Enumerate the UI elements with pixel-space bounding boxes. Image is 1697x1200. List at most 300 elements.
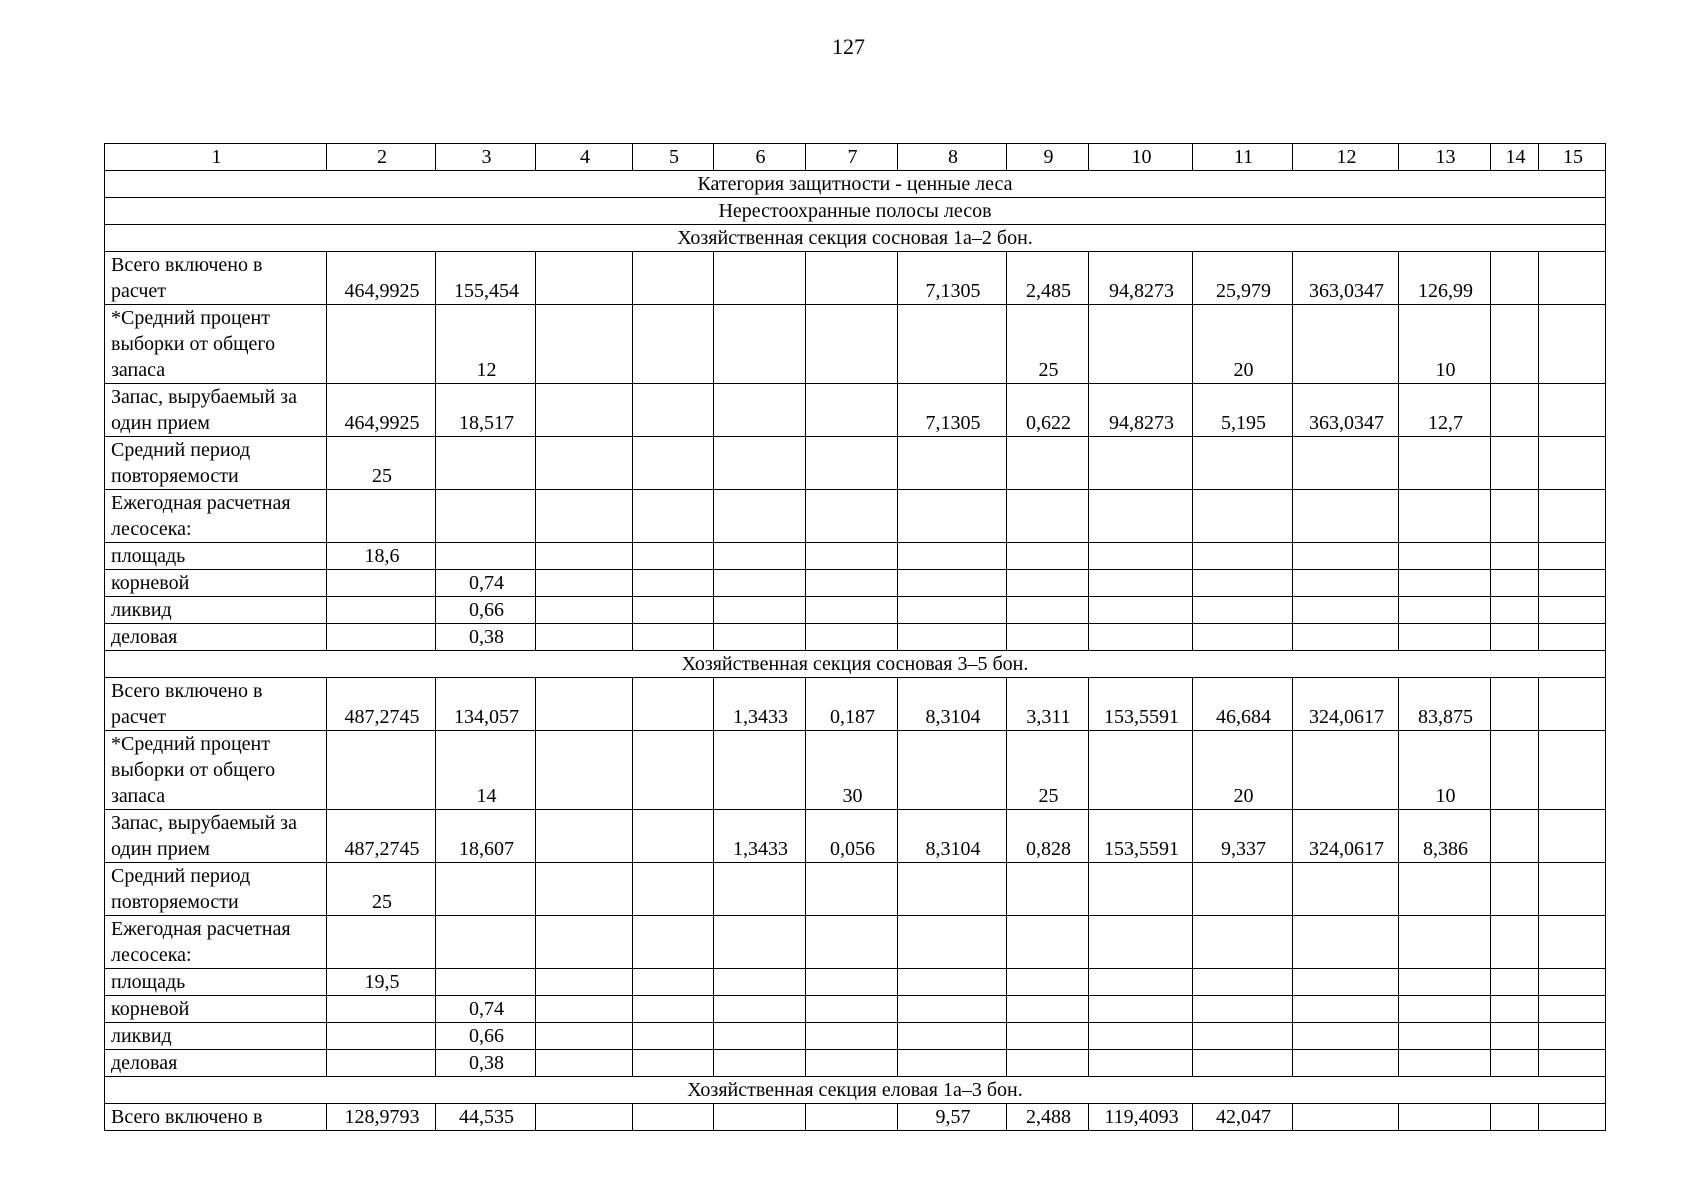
cell-col-13 <box>1399 863 1491 916</box>
row-label: деловая <box>105 1050 327 1077</box>
column-number: 14 <box>1491 144 1539 171</box>
cell-col-7: 0,056 <box>806 810 898 863</box>
cell-col-8 <box>898 969 1007 996</box>
cell-col-5 <box>633 1104 714 1131</box>
cell-col-8 <box>898 863 1007 916</box>
table-row <box>105 916 1606 969</box>
cell-col-13 <box>1399 916 1491 969</box>
cell-col-5 <box>633 731 714 810</box>
table-row <box>105 996 1606 1023</box>
cell-col-4 <box>536 810 633 863</box>
cell-col-8 <box>898 1023 1007 1050</box>
row-label: Запас, вырубаемый за один прием <box>105 810 327 863</box>
row-label: корневой <box>105 996 327 1023</box>
cell-col-4 <box>536 624 633 651</box>
cell-col-3: 0,74 <box>436 570 536 597</box>
cell-col-2 <box>327 996 436 1023</box>
forest-subcategory-heading: Нерестоохранные полосы лесов <box>105 198 1606 225</box>
cell-col-9 <box>1007 1023 1089 1050</box>
cell-col-4 <box>536 437 633 490</box>
cell-col-7 <box>806 384 898 437</box>
table-row <box>105 543 1606 570</box>
cell-col-8 <box>898 731 1007 810</box>
cell-col-4 <box>536 916 633 969</box>
cell-col-2 <box>327 624 436 651</box>
cell-col-12 <box>1293 916 1399 969</box>
cell-col-12 <box>1293 437 1399 490</box>
cell-col-12 <box>1293 731 1399 810</box>
cell-col-10: 153,5591 <box>1089 678 1193 731</box>
cell-col-5 <box>633 490 714 543</box>
cell-col-8 <box>898 543 1007 570</box>
row-label: Ежегодная расчетная лесосека: <box>105 916 327 969</box>
cell-col-9: 0,622 <box>1007 384 1089 437</box>
cell-col-4 <box>536 570 633 597</box>
cell-col-4 <box>536 384 633 437</box>
table-row <box>105 305 1606 384</box>
cell-col-5 <box>633 437 714 490</box>
column-number: 3 <box>436 144 536 171</box>
cell-col-3: 0,38 <box>436 1050 536 1077</box>
cell-col-7 <box>806 969 898 996</box>
cell-col-12 <box>1293 305 1399 384</box>
cell-col-14 <box>1491 731 1539 810</box>
cell-col-2: 25 <box>327 437 436 490</box>
cell-col-5 <box>633 996 714 1023</box>
cell-col-10 <box>1089 490 1193 543</box>
cell-col-12: 324,0617 <box>1293 810 1399 863</box>
cell-col-15 <box>1539 384 1606 437</box>
cell-col-12 <box>1293 597 1399 624</box>
cell-col-11: 25,979 <box>1193 252 1293 305</box>
cell-col-2 <box>327 305 436 384</box>
cell-col-14 <box>1491 916 1539 969</box>
cell-col-3 <box>436 969 536 996</box>
section-row <box>105 1077 1606 1104</box>
column-number: 5 <box>633 144 714 171</box>
cell-col-5 <box>633 969 714 996</box>
cell-col-12 <box>1293 1023 1399 1050</box>
cell-col-13 <box>1399 570 1491 597</box>
column-number: 12 <box>1293 144 1399 171</box>
cell-col-5 <box>633 916 714 969</box>
cell-col-10 <box>1089 543 1193 570</box>
cell-col-15 <box>1539 1023 1606 1050</box>
cell-col-13: 10 <box>1399 305 1491 384</box>
row-label: Всего включено в расчет <box>105 678 327 731</box>
cell-col-5 <box>633 384 714 437</box>
section-heading: Хозяйственная секция еловая 1а–3 бон. <box>105 1077 1606 1104</box>
cell-col-15 <box>1539 996 1606 1023</box>
cell-col-4 <box>536 1023 633 1050</box>
table-row <box>105 969 1606 996</box>
cell-col-11 <box>1193 624 1293 651</box>
cell-col-4 <box>536 863 633 916</box>
cell-col-4 <box>536 490 633 543</box>
cell-col-11 <box>1193 1023 1293 1050</box>
cell-col-13 <box>1399 996 1491 1023</box>
cell-col-15 <box>1539 678 1606 731</box>
cell-col-11 <box>1193 996 1293 1023</box>
cell-col-11: 20 <box>1193 305 1293 384</box>
row-label: Средний период повторяемости <box>105 863 327 916</box>
table-row <box>105 1104 1606 1131</box>
cell-col-7 <box>806 437 898 490</box>
column-number: 2 <box>327 144 436 171</box>
cell-col-13: 126,99 <box>1399 252 1491 305</box>
cell-col-8 <box>898 597 1007 624</box>
cell-col-5 <box>633 252 714 305</box>
cell-col-11 <box>1193 597 1293 624</box>
cell-col-8 <box>898 570 1007 597</box>
cell-col-13: 12,7 <box>1399 384 1491 437</box>
cell-col-6 <box>714 437 806 490</box>
table-row <box>105 384 1606 437</box>
cell-col-14 <box>1491 543 1539 570</box>
cell-col-2: 464,9925 <box>327 252 436 305</box>
row-label: деловая <box>105 624 327 651</box>
cell-col-10 <box>1089 437 1193 490</box>
cell-col-6 <box>714 731 806 810</box>
cell-col-6 <box>714 252 806 305</box>
cell-col-7 <box>806 624 898 651</box>
cell-col-10 <box>1089 916 1193 969</box>
cell-col-5 <box>633 543 714 570</box>
cell-col-9 <box>1007 437 1089 490</box>
cell-col-8: 8,3104 <box>898 810 1007 863</box>
cell-col-14 <box>1491 597 1539 624</box>
cell-col-3: 0,38 <box>436 624 536 651</box>
cell-col-15 <box>1539 731 1606 810</box>
cell-col-6 <box>714 597 806 624</box>
row-label: ликвид <box>105 1023 327 1050</box>
cell-col-3: 0,66 <box>436 1023 536 1050</box>
cell-col-2: 487,2745 <box>327 810 436 863</box>
cell-col-8 <box>898 1050 1007 1077</box>
section-row <box>105 225 1606 252</box>
cell-col-3 <box>436 490 536 543</box>
cell-col-7 <box>806 1023 898 1050</box>
cell-col-11 <box>1193 916 1293 969</box>
cell-col-6 <box>714 490 806 543</box>
cell-col-6 <box>714 916 806 969</box>
cell-col-9: 25 <box>1007 731 1089 810</box>
table-row <box>105 624 1606 651</box>
table-row <box>105 490 1606 543</box>
cell-col-2: 19,5 <box>327 969 436 996</box>
cell-col-9: 2,488 <box>1007 1104 1089 1131</box>
cell-col-12 <box>1293 624 1399 651</box>
cell-col-4 <box>536 252 633 305</box>
cell-col-6: 1,3433 <box>714 810 806 863</box>
cell-col-7 <box>806 1104 898 1131</box>
cell-col-15 <box>1539 916 1606 969</box>
cell-col-5 <box>633 570 714 597</box>
column-number: 1 <box>105 144 327 171</box>
cell-col-3: 18,607 <box>436 810 536 863</box>
cell-col-2 <box>327 731 436 810</box>
cell-col-10 <box>1089 597 1193 624</box>
cell-col-4 <box>536 543 633 570</box>
cell-col-2 <box>327 916 436 969</box>
cell-col-3 <box>436 863 536 916</box>
cell-col-3 <box>436 437 536 490</box>
subcategory-row <box>105 198 1606 225</box>
cell-col-7 <box>806 597 898 624</box>
cell-col-12 <box>1293 543 1399 570</box>
cell-col-2: 25 <box>327 863 436 916</box>
cell-col-9 <box>1007 916 1089 969</box>
row-label: Всего включено в расчет <box>105 252 327 305</box>
cell-col-6 <box>714 1104 806 1131</box>
cell-col-7: 30 <box>806 731 898 810</box>
cell-col-13 <box>1399 437 1491 490</box>
cell-col-3: 44,535 <box>436 1104 536 1131</box>
cell-col-3 <box>436 916 536 969</box>
cell-col-15 <box>1539 252 1606 305</box>
table-row <box>105 1023 1606 1050</box>
protection-category-heading: Категория защитности - ценные леса <box>105 171 1606 198</box>
cell-col-5 <box>633 1023 714 1050</box>
cell-col-8 <box>898 996 1007 1023</box>
cell-col-8: 9,57 <box>898 1104 1007 1131</box>
page-number: 127 <box>832 34 865 59</box>
cell-col-3: 18,517 <box>436 384 536 437</box>
cell-col-9: 0,828 <box>1007 810 1089 863</box>
section-row <box>105 651 1606 678</box>
column-number: 11 <box>1193 144 1293 171</box>
cell-col-13 <box>1399 490 1491 543</box>
cell-col-8 <box>898 305 1007 384</box>
cell-col-15 <box>1539 1104 1606 1131</box>
cell-col-15 <box>1539 490 1606 543</box>
cell-col-8: 7,1305 <box>898 384 1007 437</box>
cell-col-10 <box>1089 1023 1193 1050</box>
cell-col-7 <box>806 916 898 969</box>
row-label: Всего включено в <box>105 1104 327 1131</box>
cell-col-15 <box>1539 597 1606 624</box>
section-heading: Хозяйственная секция сосновая 1а–2 бон. <box>105 225 1606 252</box>
cell-col-15 <box>1539 810 1606 863</box>
table-row <box>105 597 1606 624</box>
cell-col-9 <box>1007 490 1089 543</box>
cell-col-10 <box>1089 624 1193 651</box>
row-label: площадь <box>105 543 327 570</box>
cell-col-6 <box>714 996 806 1023</box>
cell-col-4 <box>536 305 633 384</box>
table-row <box>105 863 1606 916</box>
row-label: Ежегодная расчетная лесосека: <box>105 490 327 543</box>
cell-col-5 <box>633 678 714 731</box>
cell-col-9 <box>1007 597 1089 624</box>
cell-col-2 <box>327 1023 436 1050</box>
cell-col-10 <box>1089 1050 1193 1077</box>
cell-col-14 <box>1491 305 1539 384</box>
cell-col-8 <box>898 490 1007 543</box>
forest-allowable-cut-table <box>104 143 1606 1131</box>
table-row <box>105 437 1606 490</box>
cell-col-13 <box>1399 1050 1491 1077</box>
cell-col-12 <box>1293 570 1399 597</box>
cell-col-3: 134,057 <box>436 678 536 731</box>
column-number: 15 <box>1539 144 1606 171</box>
row-label: корневой <box>105 570 327 597</box>
cell-col-11 <box>1193 969 1293 996</box>
cell-col-4 <box>536 969 633 996</box>
cell-col-9 <box>1007 543 1089 570</box>
cell-col-11 <box>1193 1050 1293 1077</box>
cell-col-4 <box>536 1104 633 1131</box>
cell-col-14 <box>1491 996 1539 1023</box>
section-heading: Хозяйственная секция сосновая 3–5 бон. <box>105 651 1606 678</box>
cell-col-14 <box>1491 384 1539 437</box>
cell-col-3: 14 <box>436 731 536 810</box>
cell-col-12: 363,0347 <box>1293 252 1399 305</box>
table-row <box>105 678 1606 731</box>
cell-col-10: 94,8273 <box>1089 252 1193 305</box>
row-label: Запас, вырубаемый за один прием <box>105 384 327 437</box>
cell-col-2: 464,9925 <box>327 384 436 437</box>
cell-col-4 <box>536 678 633 731</box>
cell-col-15 <box>1539 1050 1606 1077</box>
cell-col-13: 8,386 <box>1399 810 1491 863</box>
column-number: 10 <box>1089 144 1193 171</box>
cell-col-9: 25 <box>1007 305 1089 384</box>
cell-col-7 <box>806 996 898 1023</box>
cell-col-10 <box>1089 731 1193 810</box>
table-row <box>105 570 1606 597</box>
cell-col-7: 0,187 <box>806 678 898 731</box>
cell-col-14 <box>1491 624 1539 651</box>
cell-col-9: 2,485 <box>1007 252 1089 305</box>
table-row <box>105 1050 1606 1077</box>
cell-col-14 <box>1491 1050 1539 1077</box>
cell-col-12: 324,0617 <box>1293 678 1399 731</box>
cell-col-4 <box>536 731 633 810</box>
cell-col-10 <box>1089 969 1193 996</box>
column-number: 9 <box>1007 144 1089 171</box>
cell-col-6 <box>714 624 806 651</box>
cell-col-10 <box>1089 996 1193 1023</box>
cell-col-15 <box>1539 437 1606 490</box>
cell-col-10 <box>1089 570 1193 597</box>
cell-col-11: 9,337 <box>1193 810 1293 863</box>
cell-col-15 <box>1539 969 1606 996</box>
cell-col-5 <box>633 597 714 624</box>
cell-col-4 <box>536 597 633 624</box>
cell-col-11: 20 <box>1193 731 1293 810</box>
cell-col-3 <box>436 543 536 570</box>
cell-col-15 <box>1539 570 1606 597</box>
cell-col-11 <box>1193 570 1293 597</box>
column-number: 8 <box>898 144 1007 171</box>
cell-col-6 <box>714 1023 806 1050</box>
cell-col-13 <box>1399 969 1491 996</box>
cell-col-6 <box>714 863 806 916</box>
column-number: 4 <box>536 144 633 171</box>
cell-col-13: 83,875 <box>1399 678 1491 731</box>
cell-col-14 <box>1491 810 1539 863</box>
table-row <box>105 810 1606 863</box>
category-row <box>105 171 1606 198</box>
cell-col-6 <box>714 384 806 437</box>
cell-col-6 <box>714 1050 806 1077</box>
cell-col-10 <box>1089 863 1193 916</box>
cell-col-9 <box>1007 969 1089 996</box>
cell-col-11: 42,047 <box>1193 1104 1293 1131</box>
cell-col-9 <box>1007 624 1089 651</box>
cell-col-4 <box>536 996 633 1023</box>
cell-col-9 <box>1007 996 1089 1023</box>
cell-col-7 <box>806 863 898 916</box>
cell-col-13 <box>1399 597 1491 624</box>
cell-col-15 <box>1539 863 1606 916</box>
cell-col-12 <box>1293 490 1399 543</box>
cell-col-6 <box>714 305 806 384</box>
cell-col-8: 8,3104 <box>898 678 1007 731</box>
cell-col-12 <box>1293 863 1399 916</box>
cell-col-10 <box>1089 305 1193 384</box>
cell-col-12 <box>1293 1104 1399 1131</box>
cell-col-10: 119,4093 <box>1089 1104 1193 1131</box>
row-label: Средний период повторяемости <box>105 437 327 490</box>
cell-col-10: 94,8273 <box>1089 384 1193 437</box>
cell-col-3: 0,66 <box>436 597 536 624</box>
cell-col-7 <box>806 305 898 384</box>
cell-col-6: 1,3433 <box>714 678 806 731</box>
cell-col-11: 5,195 <box>1193 384 1293 437</box>
cell-col-5 <box>633 1050 714 1077</box>
cell-col-11: 46,684 <box>1193 678 1293 731</box>
cell-col-9: 3,311 <box>1007 678 1089 731</box>
cell-col-14 <box>1491 570 1539 597</box>
cell-col-15 <box>1539 624 1606 651</box>
cell-col-5 <box>633 863 714 916</box>
cell-col-12: 363,0347 <box>1293 384 1399 437</box>
cell-col-14 <box>1491 863 1539 916</box>
cell-col-13 <box>1399 543 1491 570</box>
cell-col-13: 10 <box>1399 731 1491 810</box>
table-row <box>105 731 1606 810</box>
table-row <box>105 252 1606 305</box>
cell-col-3: 12 <box>436 305 536 384</box>
cell-col-5 <box>633 810 714 863</box>
column-number-row <box>105 144 1606 171</box>
cell-col-11 <box>1193 543 1293 570</box>
column-number: 6 <box>714 144 806 171</box>
cell-col-6 <box>714 570 806 597</box>
cell-col-13 <box>1399 624 1491 651</box>
cell-col-5 <box>633 624 714 651</box>
cell-col-9 <box>1007 570 1089 597</box>
cell-col-4 <box>536 1050 633 1077</box>
cell-col-10: 153,5591 <box>1089 810 1193 863</box>
row-label: *Средний процент выборки от общего запаса <box>105 305 327 384</box>
cell-col-2 <box>327 597 436 624</box>
cell-col-13 <box>1399 1104 1491 1131</box>
cell-col-8 <box>898 624 1007 651</box>
cell-col-6 <box>714 543 806 570</box>
cell-col-14 <box>1491 1023 1539 1050</box>
column-number: 13 <box>1399 144 1491 171</box>
cell-col-3: 155,454 <box>436 252 536 305</box>
cell-col-12 <box>1293 1050 1399 1077</box>
cell-col-11 <box>1193 490 1293 543</box>
cell-col-7 <box>806 570 898 597</box>
cell-col-7 <box>806 1050 898 1077</box>
cell-col-2 <box>327 490 436 543</box>
row-label: ликвид <box>105 597 327 624</box>
